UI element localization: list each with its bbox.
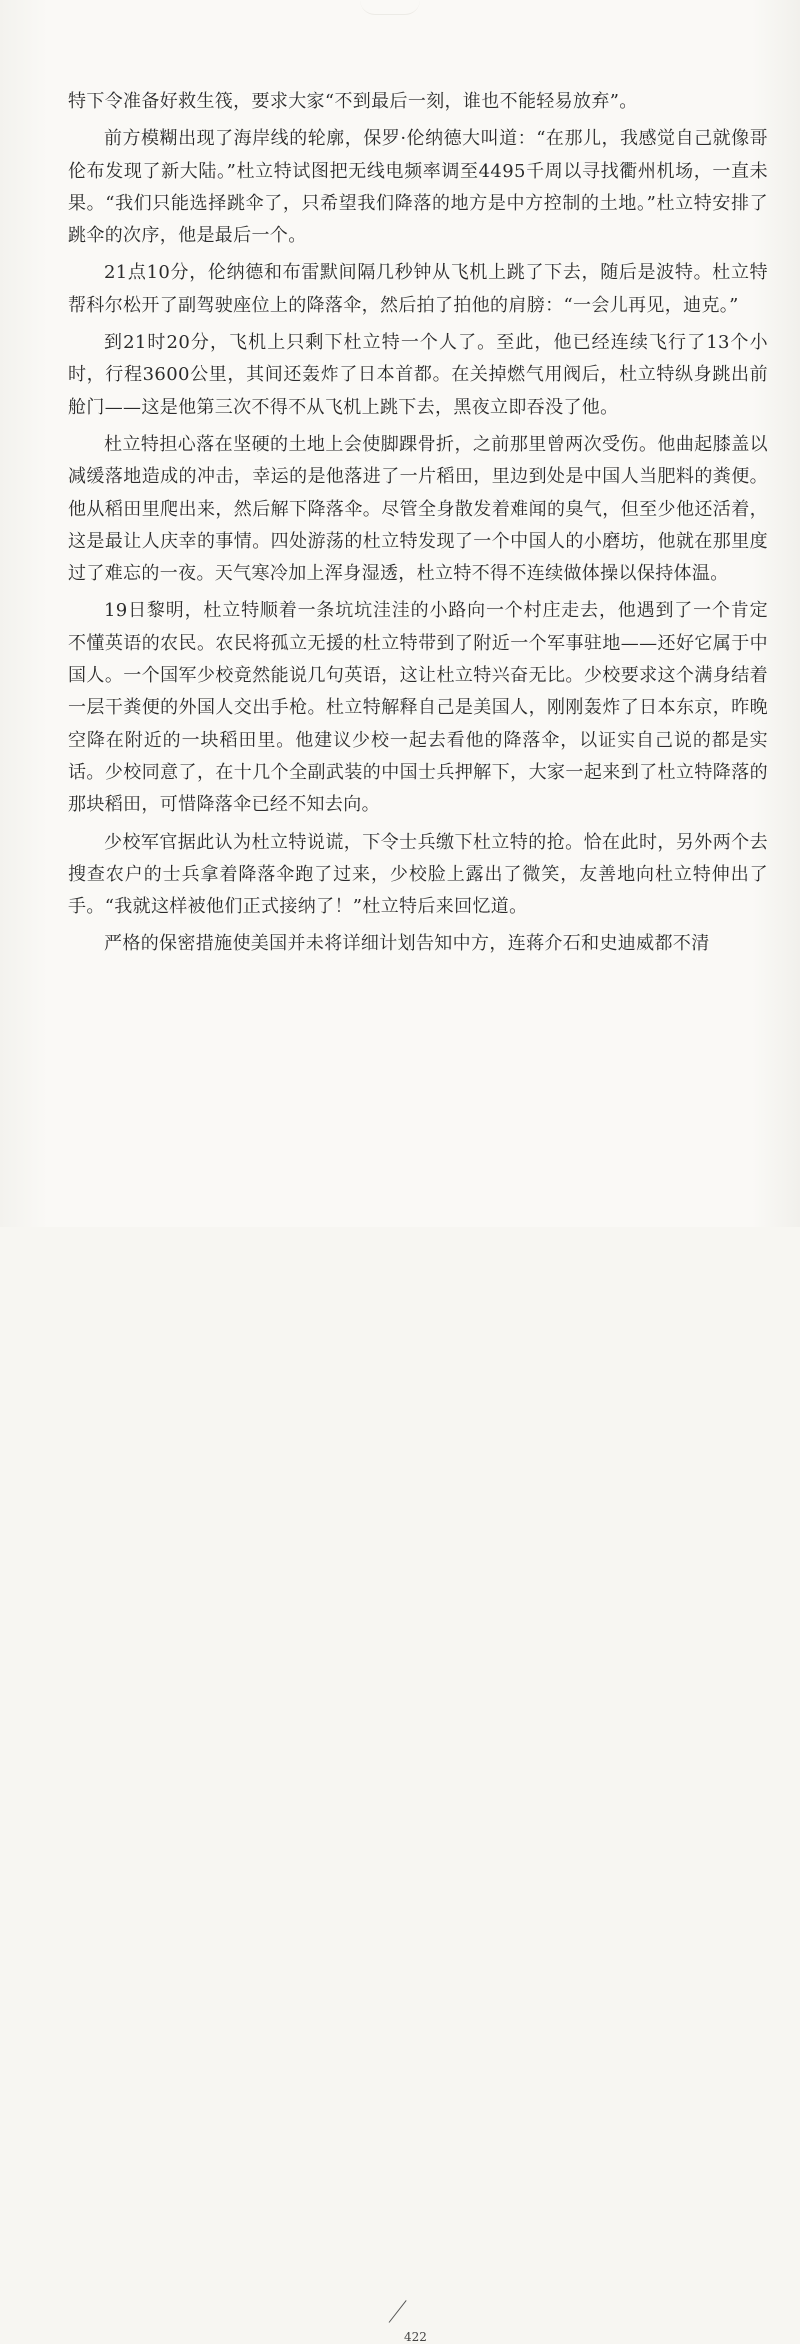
paragraph-3: 21点10分，伦纳德和布雷默间隔几秒钟从飞机上跳了下去，随后是波特。杜立特帮科尔松开了副驾驶座位上的降落伞，然后拍了拍他的肩膀：“一会儿再见，迪克。” (68, 262, 768, 316)
paragraph-8: 严格的保密措施使美国并未将详细计划告知中方，连蒋介石和史迪威都不清 (104, 933, 710, 955)
paragraph-4: 到21时20分，飞机上只剩下杜立特一个人了。至此，他已经连续飞行了13个小时，行程3600公里，其间还轰炸了日本首都。在关掉燃气用阀后，杜立特纵身跳出前舱门——这是他第三次不得不从飞机上跳下去，黑夜立即吞没了他。 (68, 332, 768, 418)
page-number-slash (389, 2300, 407, 2323)
scan-artifact (360, 0, 420, 15)
paragraph-7: 少校军官据此认为杜立特说谎，下令士兵缴下杜立特的抢。恰在此时，另外两个去搜查农户的士兵拿着降落伞跑了过来，少校脸上露出了微笑，友善地向杜立特伸出了手。“我就这样被他们正式接纳了！”杜立特后来回忆道。 (68, 831, 768, 918)
page-number: 422 (404, 2330, 427, 2344)
page-footer (0, 1160, 800, 2344)
body-text (68, 86, 768, 966)
paragraph-2: 前方模糊出现了海岸线的轮廓，保罗·伦纳德大叫道：“在那儿，我感觉自己就像哥伦布发现了新大陆。”杜立特试图把无线电频率调至4495千周以寻找衢州机场，一直未果。“我们只能选择跳伞了，只希望我们降落的地方是中方控制的土地。”杜立特安排了跳伞的次序，他是最后一个。 (68, 128, 768, 247)
paragraph-1: 特下令准备好救生筏，要求大家“不到最后一刻，谁也不能轻易放弃”。 (68, 91, 638, 112)
paragraph-6: 19日黎明，杜立特顺着一条坑坑洼洼的小路向一个村庄走去，他遇到了一个肯定不懂英语的农民。农民将孤立无援的杜立特带到了附近一个军事驻地——还好它属于中国人。一个国军少校竟然能说几句英语，这让杜立特兴奋无比。少校要求这个满身结着一层干粪便的外国人交出手枪。杜立特解释自己是美国人，刚刚轰炸了日本东京，昨晚空降在附近的一块稻田里。他建议少校一起去看他的降落伞，以证实自己说的都是实话。少校同意了，在十几个全副武装的中国士兵押解下，大家一起来到了杜立特降落的那块稻田，可惜降落伞已经不知去向。 (68, 600, 768, 816)
paragraph-5: 杜立特担心落在坚硬的土地上会使脚踝骨折，之前那里曾两次受伤。他曲起膝盖以减缓落地造成的冲击，幸运的是他落进了一片稻田，里边到处是中国人当肥料的粪便。他从稻田里爬出来，然后解下降落伞。尽管全身散发着难闻的臭气，但至少他还活着，这是最让人庆幸的事情。四处游荡的杜立特发现了一个中国人的小磨坊，他就在那里度过了难忘的一夜。天气寒冷加上浑身湿透，杜立特不得不连续做体操以保持体温。 (68, 433, 768, 585)
